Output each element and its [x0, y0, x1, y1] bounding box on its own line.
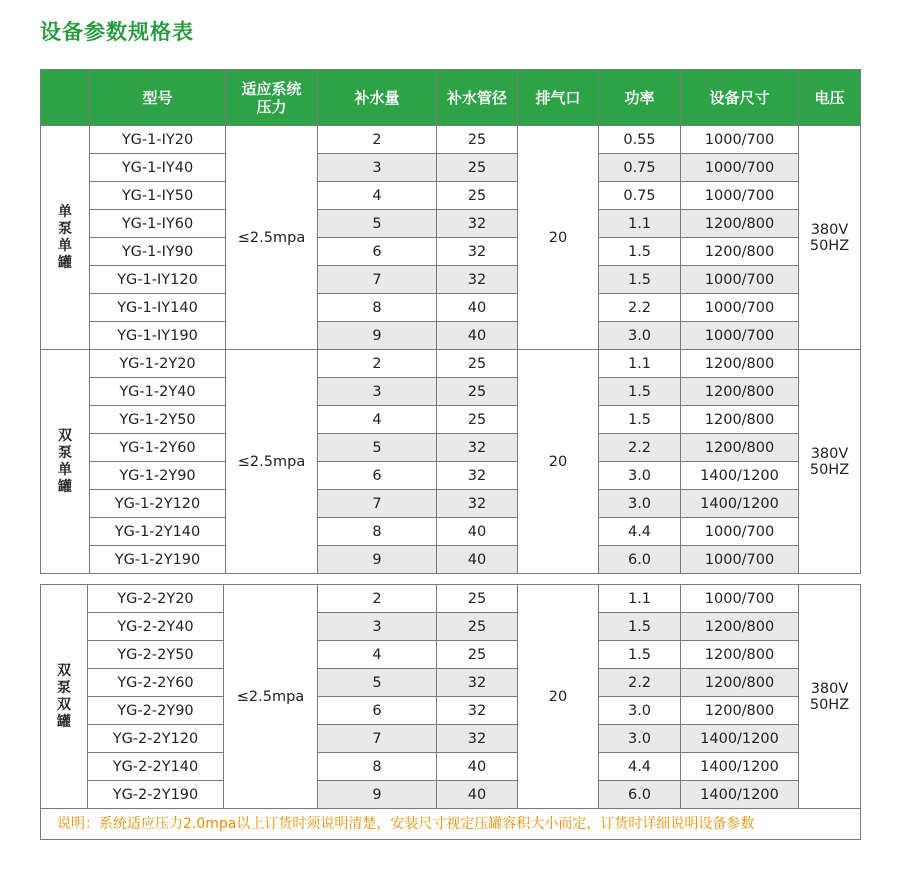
- group-label: [41, 126, 90, 350]
- vent-cell: 20: [518, 585, 599, 809]
- pipe-cell: 32: [437, 669, 518, 697]
- model-cell: YG-1-IY90: [90, 238, 226, 266]
- group-label: [41, 350, 90, 574]
- size-cell: 1200/800: [681, 406, 799, 434]
- pipe-cell: 25: [437, 613, 518, 641]
- model-cell: YG-2-2Y90: [88, 697, 224, 725]
- pipe-cell: 25: [437, 585, 518, 613]
- flow-cell: 3: [318, 378, 437, 406]
- model-cell: YG-1-2Y60: [90, 434, 226, 462]
- voltage-line2: 50HZ: [809, 237, 850, 254]
- size-cell: 1400/1200: [681, 781, 799, 809]
- group-label: [41, 585, 88, 809]
- model-cell: YG-2-2Y60: [88, 669, 224, 697]
- flow-cell: 4: [318, 182, 437, 210]
- size-cell: 1000/700: [681, 266, 799, 294]
- model-cell: YG-1-IY40: [90, 154, 226, 182]
- model-cell: YG-1-2Y190: [90, 546, 226, 574]
- flow-cell: 7: [318, 725, 437, 753]
- pipe-cell: 25: [437, 378, 518, 406]
- table-row: [41, 462, 861, 490]
- flow-cell: 5: [318, 434, 437, 462]
- model-cell: YG-2-2Y40: [88, 613, 224, 641]
- size-cell: 1000/700: [681, 546, 799, 574]
- power-cell: 3.0: [599, 490, 681, 518]
- power-cell: 0.75: [599, 154, 681, 182]
- power-cell: 1.5: [599, 613, 681, 641]
- table-row: [41, 697, 861, 725]
- header-pressure-line1: 适应系统: [241, 79, 302, 98]
- size-cell: 1400/1200: [681, 462, 799, 490]
- flow-cell: 7: [318, 266, 437, 294]
- pipe-cell: 32: [437, 490, 518, 518]
- model-cell: YG-1-IY50: [90, 182, 226, 210]
- power-cell: 6.0: [599, 546, 681, 574]
- size-cell: 1000/700: [681, 518, 799, 546]
- pipe-cell: 32: [437, 697, 518, 725]
- header-row: [41, 70, 861, 126]
- size-cell: 1200/800: [681, 378, 799, 406]
- flow-cell: 3: [318, 154, 437, 182]
- pipe-cell: 40: [437, 546, 518, 574]
- header-group: [41, 70, 90, 126]
- pressure-cell: ≤2.5mpa: [224, 585, 318, 809]
- spec-table-top: [40, 69, 861, 574]
- table-row: [41, 669, 861, 697]
- voltage-line2: 50HZ: [809, 696, 850, 713]
- power-cell: 4.4: [599, 753, 681, 781]
- pressure-cell: ≤2.5mpa: [226, 350, 318, 574]
- power-cell: 3.0: [599, 697, 681, 725]
- power-cell: 0.55: [599, 126, 681, 154]
- model-cell: YG-2-2Y20: [88, 585, 224, 613]
- model-cell: YG-1-IY120: [90, 266, 226, 294]
- voltage-line1: 380V: [810, 680, 849, 697]
- header-pressure: [226, 70, 318, 126]
- pipe-cell: 40: [437, 518, 518, 546]
- flow-cell: 4: [318, 406, 437, 434]
- model-cell: YG-1-IY140: [90, 294, 226, 322]
- power-cell: 3.0: [599, 462, 681, 490]
- power-cell: 1.5: [599, 266, 681, 294]
- model-cell: YG-1-2Y20: [90, 350, 226, 378]
- flow-cell: 7: [318, 490, 437, 518]
- table-row: [41, 154, 861, 182]
- flow-cell: 8: [318, 753, 437, 781]
- pressure-cell: ≤2.5mpa: [226, 126, 318, 350]
- table-row: [41, 753, 861, 781]
- size-cell: 1200/800: [681, 210, 799, 238]
- table-row: [41, 518, 861, 546]
- flow-cell: 6: [318, 462, 437, 490]
- power-cell: 4.4: [599, 518, 681, 546]
- power-cell: 6.0: [599, 781, 681, 809]
- flow-cell: 4: [318, 641, 437, 669]
- pipe-cell: 25: [437, 154, 518, 182]
- table-row: [41, 613, 861, 641]
- flow-cell: 5: [318, 669, 437, 697]
- flow-cell: 9: [318, 781, 437, 809]
- model-cell: YG-1-2Y120: [90, 490, 226, 518]
- model-cell: YG-2-2Y140: [88, 753, 224, 781]
- footnote: 说明：系统适应压力2.0mpa以上订货时须说明清楚，安装尺寸视定压罐容积大小而定，订货时详细说明设备参数: [41, 809, 861, 840]
- size-cell: 1200/800: [681, 238, 799, 266]
- flow-cell: 3: [318, 613, 437, 641]
- flow-cell: 8: [318, 294, 437, 322]
- power-cell: 1.5: [599, 238, 681, 266]
- size-cell: 1200/800: [681, 641, 799, 669]
- size-cell: 1000/700: [681, 126, 799, 154]
- table-row: [41, 490, 861, 518]
- size-cell: 1400/1200: [681, 490, 799, 518]
- voltage-line1: 380V: [810, 445, 849, 462]
- table-row: [41, 266, 861, 294]
- flow-cell: 5: [318, 210, 437, 238]
- voltage-cell: [799, 126, 861, 350]
- pipe-cell: 40: [437, 294, 518, 322]
- group-label-text: 双泵双罐: [57, 662, 71, 730]
- flow-cell: 9: [318, 546, 437, 574]
- power-cell: 3.0: [599, 322, 681, 350]
- table-row: [41, 546, 861, 574]
- table-row: [41, 585, 861, 613]
- header-pressure-line2: 压力: [256, 97, 287, 116]
- pipe-cell: 25: [437, 641, 518, 669]
- power-cell: 1.1: [599, 210, 681, 238]
- size-cell: 1200/800: [681, 697, 799, 725]
- model-cell: YG-2-2Y190: [88, 781, 224, 809]
- model-cell: YG-1-2Y40: [90, 378, 226, 406]
- table-row: [41, 434, 861, 462]
- pipe-cell: 32: [437, 266, 518, 294]
- pipe-cell: 32: [437, 725, 518, 753]
- size-cell: 1400/1200: [681, 725, 799, 753]
- table-row: [41, 238, 861, 266]
- pipe-cell: 32: [437, 238, 518, 266]
- size-cell: 1200/800: [681, 350, 799, 378]
- model-cell: YG-2-2Y50: [88, 641, 224, 669]
- power-cell: 1.5: [599, 641, 681, 669]
- power-cell: 1.1: [599, 350, 681, 378]
- table-row: [41, 210, 861, 238]
- pipe-cell: 32: [437, 434, 518, 462]
- table-row: [41, 182, 861, 210]
- size-cell: 1200/800: [681, 613, 799, 641]
- page-title: 设备参数规格表: [40, 20, 194, 44]
- size-cell: 1400/1200: [681, 753, 799, 781]
- header-vent: 排气口: [518, 70, 599, 126]
- size-cell: 1000/700: [681, 294, 799, 322]
- table-row: [41, 378, 861, 406]
- group-label-text: 单泵单罐: [58, 203, 72, 271]
- voltage-cell: [799, 350, 861, 574]
- flow-cell: 6: [318, 238, 437, 266]
- flow-cell: 9: [318, 322, 437, 350]
- header-model: 型号: [90, 70, 226, 126]
- header-pipe: 补水管径: [437, 70, 518, 126]
- table-row: [41, 294, 861, 322]
- flow-cell: 8: [318, 518, 437, 546]
- vent-cell: 20: [518, 126, 599, 350]
- size-cell: 1000/700: [681, 322, 799, 350]
- header-flow: 补水量: [318, 70, 437, 126]
- power-cell: 2.2: [599, 294, 681, 322]
- header-voltage: 电压: [799, 70, 861, 126]
- spec-table-bottom: [40, 584, 861, 840]
- model-cell: YG-1-IY60: [90, 210, 226, 238]
- size-cell: 1200/800: [681, 669, 799, 697]
- model-cell: YG-1-2Y90: [90, 462, 226, 490]
- pipe-cell: 40: [437, 322, 518, 350]
- model-cell: YG-2-2Y120: [88, 725, 224, 753]
- header-size: 设备尺寸: [681, 70, 799, 126]
- table-row: [41, 126, 861, 154]
- pipe-cell: 25: [437, 406, 518, 434]
- pipe-cell: 32: [437, 210, 518, 238]
- pipe-cell: 40: [437, 781, 518, 809]
- power-cell: 2.2: [599, 669, 681, 697]
- voltage-line2: 50HZ: [809, 461, 850, 478]
- size-cell: 1000/700: [681, 585, 799, 613]
- pipe-cell: 25: [437, 182, 518, 210]
- table-row: [41, 725, 861, 753]
- voltage-line1: 380V: [810, 221, 849, 238]
- size-cell: 1000/700: [681, 154, 799, 182]
- power-cell: 0.75: [599, 182, 681, 210]
- model-cell: YG-1-2Y50: [90, 406, 226, 434]
- power-cell: 3.0: [599, 725, 681, 753]
- pipe-cell: 25: [437, 126, 518, 154]
- size-cell: 1000/700: [681, 182, 799, 210]
- table-row: [41, 350, 861, 378]
- model-cell: YG-1-IY190: [90, 322, 226, 350]
- group-label-text: 双泵单罐: [58, 427, 72, 495]
- note-row: [41, 809, 861, 840]
- vent-cell: 20: [518, 350, 599, 574]
- header-power: 功率: [599, 70, 681, 126]
- table-row: [41, 641, 861, 669]
- flow-cell: 6: [318, 697, 437, 725]
- table-row: [41, 781, 861, 809]
- model-cell: YG-1-IY20: [90, 126, 226, 154]
- table-row: [41, 406, 861, 434]
- flow-cell: 2: [318, 126, 437, 154]
- voltage-cell: [799, 585, 861, 809]
- size-cell: 1200/800: [681, 434, 799, 462]
- pipe-cell: 40: [437, 753, 518, 781]
- power-cell: 1.1: [599, 585, 681, 613]
- power-cell: 2.2: [599, 434, 681, 462]
- power-cell: 1.5: [599, 378, 681, 406]
- flow-cell: 2: [318, 350, 437, 378]
- pipe-cell: 25: [437, 350, 518, 378]
- pipe-cell: 32: [437, 462, 518, 490]
- flow-cell: 2: [318, 585, 437, 613]
- model-cell: YG-1-2Y140: [90, 518, 226, 546]
- power-cell: 1.5: [599, 406, 681, 434]
- table-row: [41, 322, 861, 350]
